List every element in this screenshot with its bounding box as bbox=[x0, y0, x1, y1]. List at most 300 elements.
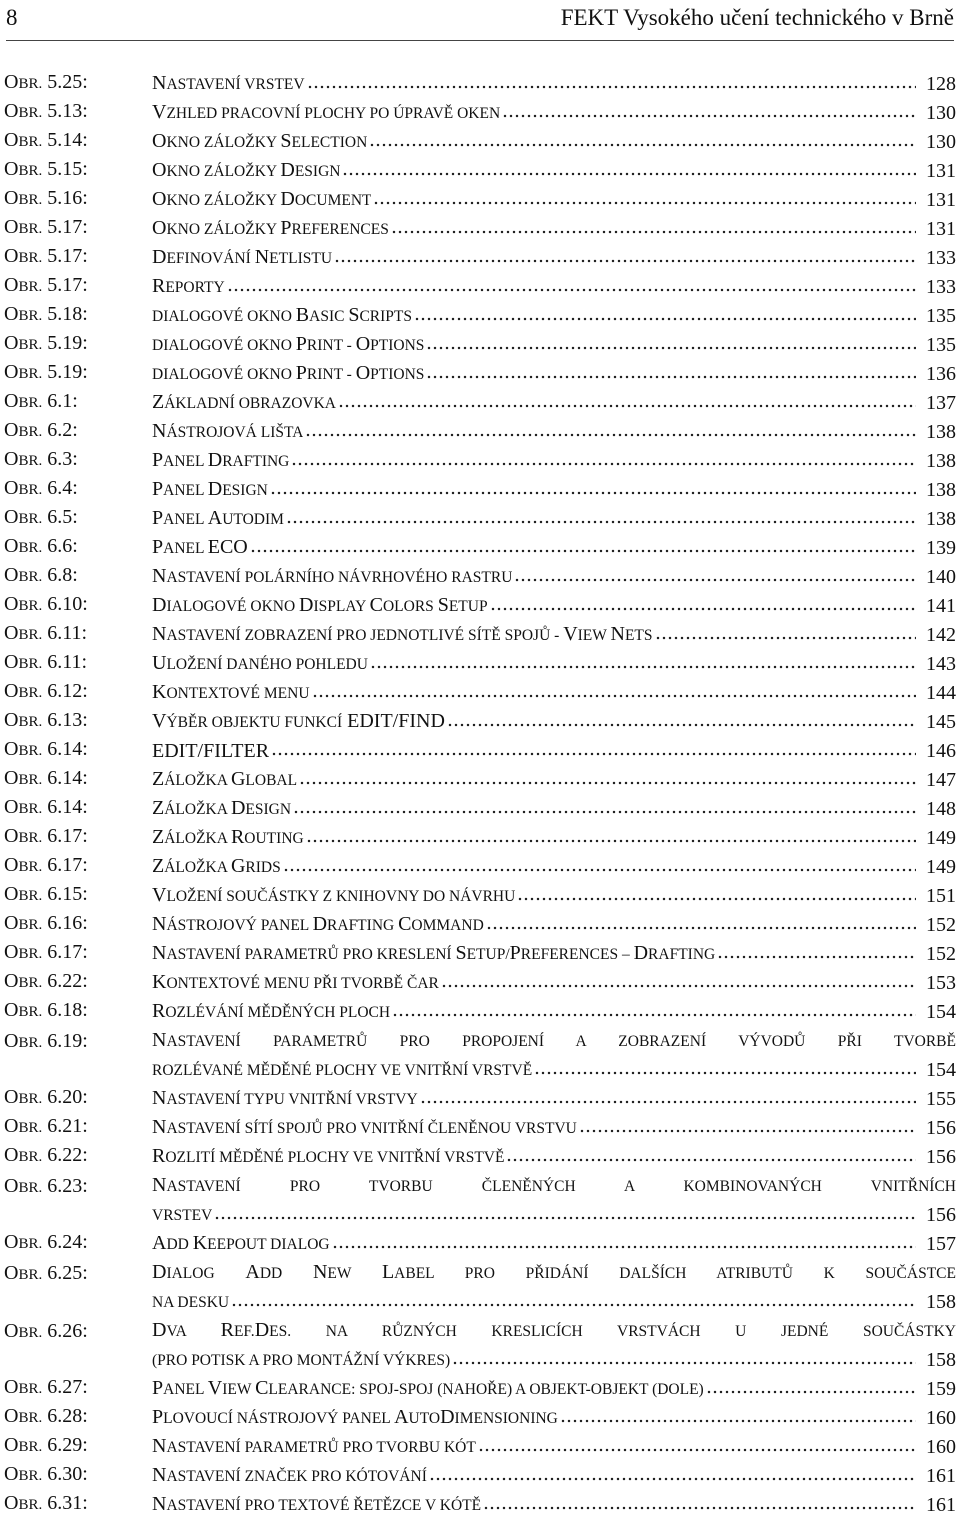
figure-entry bbox=[4, 1375, 956, 1404]
figure-number bbox=[4, 561, 152, 592]
figure-label: OBR. bbox=[4, 1376, 43, 1398]
figure-number bbox=[4, 242, 152, 273]
figure-entry bbox=[4, 911, 956, 940]
figure-entry bbox=[4, 1027, 956, 1085]
figure-number bbox=[4, 735, 152, 766]
dot-leader bbox=[560, 1418, 916, 1424]
figure-entry bbox=[4, 563, 956, 592]
figure-label: OBR. bbox=[4, 361, 43, 383]
figure-entry bbox=[4, 1172, 956, 1230]
figure-index: 6.22: bbox=[42, 970, 88, 992]
dot-leader bbox=[299, 780, 916, 786]
figure-label: OBR. bbox=[4, 245, 43, 267]
dot-leader bbox=[502, 113, 916, 119]
list-of-figures bbox=[4, 70, 956, 1520]
figure-number bbox=[4, 68, 152, 99]
figure-entry bbox=[4, 853, 956, 882]
figure-page: 161 bbox=[926, 1494, 956, 1516]
figure-label: OBR. bbox=[4, 970, 43, 992]
figure-number bbox=[4, 474, 152, 505]
figure-index: 5.17: bbox=[42, 216, 88, 238]
figure-index: 5.19: bbox=[42, 332, 88, 354]
figure-title: OKNO ZÁLOŽKY DOCUMENT bbox=[152, 188, 372, 210]
dot-leader bbox=[514, 577, 916, 583]
figure-index: 6.11: bbox=[42, 651, 88, 673]
figure-title: KONTEXTOVÉ MENU bbox=[152, 681, 310, 703]
dot-leader bbox=[426, 345, 916, 351]
dot-leader bbox=[579, 1128, 916, 1134]
figure-number bbox=[4, 851, 152, 882]
figure-entry bbox=[4, 1317, 956, 1375]
figure-number bbox=[4, 706, 152, 737]
figure-page: 136 bbox=[926, 363, 956, 385]
figure-page: 152 bbox=[926, 914, 956, 936]
figure-label: OBR. bbox=[4, 1262, 43, 1284]
figure-title: KONTEXTOVÉ MENU PŘI TVORBĚ ČAR bbox=[152, 971, 439, 993]
dot-leader bbox=[426, 374, 916, 380]
figure-entry bbox=[4, 389, 956, 418]
figure-title: PANEL AUTODIM bbox=[152, 507, 284, 529]
figure-page: 152 bbox=[926, 943, 956, 965]
figure-label: OBR. bbox=[4, 477, 43, 499]
figure-title: ZÁLOŽKA ROUTING bbox=[152, 826, 304, 848]
figure-label: OBR. bbox=[4, 448, 43, 470]
figure-label: OBR. bbox=[4, 1086, 43, 1108]
figure-index: 6.19: bbox=[42, 1030, 88, 1052]
figure-title: EDIT/FILTER bbox=[152, 740, 270, 762]
figure-entry bbox=[4, 737, 956, 766]
figure-title: PANEL DRAFTING bbox=[152, 449, 290, 471]
figure-title: NASTAVENÍ ZNAČEK PRO KÓTOVÁNÍ bbox=[152, 1464, 427, 1486]
figure-index: 6.20: bbox=[42, 1086, 88, 1108]
figure-entry bbox=[4, 418, 956, 447]
figure-entry bbox=[4, 1085, 956, 1114]
figure-entry bbox=[4, 882, 956, 911]
figure-index: 6.18: bbox=[42, 999, 88, 1021]
figure-page: 149 bbox=[926, 827, 956, 849]
figure-page: 154 bbox=[926, 1001, 956, 1023]
figure-title: VÝBĚR OBJEKTU FUNKCÍ EDIT/FIND bbox=[152, 710, 445, 732]
figure-number bbox=[4, 416, 152, 447]
dot-leader bbox=[271, 751, 916, 757]
figure-number bbox=[4, 1317, 152, 1348]
figure-label: OBR. bbox=[4, 941, 43, 963]
figure-label: OBR. bbox=[4, 1463, 43, 1485]
figure-entry bbox=[4, 331, 956, 360]
figure-title: DIALOGOVÉ OKNO BASIC SCRIPTS bbox=[152, 304, 413, 326]
figure-entry bbox=[4, 621, 956, 650]
figure-number bbox=[4, 619, 152, 650]
figure-label: OBR. bbox=[4, 1144, 43, 1166]
figure-index: 6.5: bbox=[42, 506, 78, 528]
figure-index: 6.12: bbox=[42, 680, 88, 702]
figure-number bbox=[4, 503, 152, 534]
figure-number bbox=[4, 1489, 152, 1520]
figure-title: DIALOGOVÉ OKNO DISPLAY COLORS SETUP bbox=[152, 594, 488, 616]
figure-label: OBR. bbox=[4, 187, 43, 209]
dot-leader bbox=[227, 287, 916, 293]
figure-page: 158 bbox=[926, 1291, 956, 1313]
figure-number bbox=[4, 1259, 152, 1290]
figure-page: 131 bbox=[926, 160, 956, 182]
dot-leader bbox=[332, 1244, 916, 1250]
figure-index: 6.21: bbox=[42, 1115, 88, 1137]
figure-title: NASTAVENÍ POLÁRNÍHO NÁVRHOVÉHO RASTRU bbox=[152, 565, 513, 587]
figure-entry bbox=[4, 505, 956, 534]
figure-title: NA DESKU bbox=[152, 1294, 230, 1311]
figure-title: NASTAVENÍ SÍTÍ SPOJŮ PRO VNITŘNÍ ČLENĚNOU VRSTVU bbox=[152, 1116, 577, 1138]
figure-title: ULOŽENÍ DANÉHO POHLEDU bbox=[152, 652, 368, 674]
dot-leader bbox=[517, 896, 916, 902]
figure-entry bbox=[4, 592, 956, 621]
figure-page: 156 bbox=[926, 1146, 956, 1168]
figure-page: 140 bbox=[926, 566, 956, 588]
figure-number bbox=[4, 445, 152, 476]
figure-title: ROZLÉVANÉ MĚDĚNÉ PLOCHY VE VNITŘNÍ VRSTVĚ bbox=[152, 1062, 533, 1079]
dot-leader bbox=[392, 1012, 916, 1018]
figure-page: 144 bbox=[926, 682, 956, 704]
figure-index: 6.2: bbox=[42, 419, 78, 441]
figure-index: 5.16: bbox=[42, 187, 88, 209]
figure-entry bbox=[4, 708, 956, 737]
figure-index: 6.10: bbox=[42, 593, 88, 615]
figure-entry bbox=[4, 360, 956, 389]
figure-entry bbox=[4, 1143, 956, 1172]
figure-number bbox=[4, 155, 152, 186]
figure-index: 5.14: bbox=[42, 129, 88, 151]
dot-leader bbox=[447, 722, 916, 728]
figure-index: 6.17: bbox=[42, 854, 88, 876]
figure-entry bbox=[4, 215, 956, 244]
running-header bbox=[6, 0, 954, 41]
figure-page: 151 bbox=[926, 885, 956, 907]
figure-index: 6.31: bbox=[42, 1492, 88, 1514]
figure-number bbox=[4, 532, 152, 563]
figure-label: OBR. bbox=[4, 274, 43, 296]
figure-title: ZÁLOŽKA GRIDS bbox=[152, 855, 281, 877]
dot-leader bbox=[452, 1360, 916, 1366]
figure-number bbox=[4, 329, 152, 360]
dot-leader bbox=[270, 490, 916, 496]
figure-title: OKNO ZÁLOŽKY DESIGN bbox=[152, 159, 341, 181]
figure-index: 6.23: bbox=[42, 1175, 88, 1197]
dot-leader bbox=[391, 229, 916, 235]
figure-entry bbox=[4, 1462, 956, 1491]
figure-page: 142 bbox=[926, 624, 956, 646]
figure-index: 6.6: bbox=[42, 535, 78, 557]
figure-number bbox=[4, 1373, 152, 1404]
dot-leader bbox=[478, 1447, 916, 1453]
figure-title: REPORTY bbox=[152, 275, 225, 297]
figure-page: 149 bbox=[926, 856, 956, 878]
figure-index: 5.18: bbox=[42, 303, 88, 325]
figure-label: OBR. bbox=[4, 1115, 43, 1137]
figure-entry bbox=[4, 1259, 956, 1317]
figure-number bbox=[4, 967, 152, 998]
figure-entry bbox=[4, 679, 956, 708]
figure-title: DEFINOVÁNÍ NETLISTU bbox=[152, 246, 333, 268]
figure-label: OBR. bbox=[4, 912, 43, 934]
figure-number bbox=[4, 1228, 152, 1259]
figure-page: 148 bbox=[926, 798, 956, 820]
figure-title: NÁSTROJOVÁ LIŠTA bbox=[152, 420, 304, 442]
figure-index: 6.27: bbox=[42, 1376, 88, 1398]
figure-entry bbox=[4, 1230, 956, 1259]
figure-label: OBR. bbox=[4, 767, 43, 789]
figure-label: OBR. bbox=[4, 854, 43, 876]
figure-entry bbox=[4, 302, 956, 331]
figure-number bbox=[4, 300, 152, 331]
figure-index: 6.22: bbox=[42, 1144, 88, 1166]
figure-label: OBR. bbox=[4, 999, 43, 1021]
figure-page: 131 bbox=[926, 189, 956, 211]
figure-number bbox=[4, 1027, 152, 1058]
figure-number bbox=[4, 97, 152, 128]
dot-leader bbox=[414, 316, 916, 322]
figure-index: 6.29: bbox=[42, 1434, 88, 1456]
figure-entry bbox=[4, 969, 956, 998]
figure-label: OBR. bbox=[4, 883, 43, 905]
figure-index: 5.17: bbox=[42, 245, 88, 267]
figure-title: ADD KEEPOUT DIALOG bbox=[152, 1232, 330, 1254]
figure-title: VRSTEV bbox=[152, 1207, 213, 1224]
figure-title: NASTAVENÍ ZOBRAZENÍ PRO JEDNOTLIVÉ SÍTĚ SPOJŮ - VIEW NETS bbox=[152, 623, 653, 645]
dot-leader bbox=[307, 84, 916, 90]
figure-index: 6.16: bbox=[42, 912, 88, 934]
figure-label: OBR. bbox=[4, 564, 43, 586]
figure-label: OBR. bbox=[4, 1030, 43, 1052]
figure-title: PANEL VIEW CLEARANCE: SPOJ-SPOJ (NAHOŘE) A OBJEKT-OBJEKT (DOLE) bbox=[152, 1377, 704, 1399]
figure-label: OBR. bbox=[4, 129, 43, 151]
figure-entry bbox=[4, 476, 956, 505]
figure-title: PANEL DESIGN bbox=[152, 478, 268, 500]
figure-entry bbox=[4, 1433, 956, 1462]
figure-page: 130 bbox=[926, 102, 956, 124]
figure-page: 161 bbox=[926, 1465, 956, 1487]
figure-number bbox=[4, 213, 152, 244]
figure-entry bbox=[4, 273, 956, 302]
figure-page: 135 bbox=[926, 305, 956, 327]
figure-label: OBR. bbox=[4, 1405, 43, 1427]
figure-label: OBR. bbox=[4, 71, 43, 93]
figure-page: 146 bbox=[926, 740, 956, 762]
figure-entry bbox=[4, 1404, 956, 1433]
figure-number bbox=[4, 271, 152, 302]
figure-page: 139 bbox=[926, 537, 956, 559]
figure-label: OBR. bbox=[4, 158, 43, 180]
page-number: 8 bbox=[6, 5, 18, 30]
figure-label: OBR. bbox=[4, 506, 43, 528]
dot-leader bbox=[312, 693, 916, 699]
figure-number bbox=[4, 938, 152, 969]
figure-page: 130 bbox=[926, 131, 956, 153]
figure-title: VLOŽENÍ SOUČÁSTKY Z KNIHOVNY DO NÁVRHU bbox=[152, 884, 516, 906]
figure-number bbox=[4, 1460, 152, 1491]
figure-index: 6.15: bbox=[42, 883, 88, 905]
dot-leader bbox=[369, 142, 916, 148]
dot-leader bbox=[305, 432, 916, 438]
figure-number bbox=[4, 184, 152, 215]
figure-number bbox=[4, 1141, 152, 1172]
figure-entry bbox=[4, 650, 956, 679]
figure-index: 6.24: bbox=[42, 1231, 88, 1253]
figure-label: OBR. bbox=[4, 100, 43, 122]
figure-index: 5.25: bbox=[42, 71, 88, 93]
figure-label: OBR. bbox=[4, 622, 43, 644]
figure-index: 5.13: bbox=[42, 100, 88, 122]
figure-page: 159 bbox=[926, 1378, 956, 1400]
figure-page: 138 bbox=[926, 508, 956, 530]
figure-index: 6.30: bbox=[42, 1463, 88, 1485]
figure-page: 160 bbox=[926, 1407, 956, 1429]
figure-entry bbox=[4, 157, 956, 186]
dot-leader bbox=[429, 1476, 916, 1482]
figure-number bbox=[4, 358, 152, 389]
figure-title: DVA REF.DES. NA RŮZNÝCH KRESLICÍCH VRSTVÁCH U JEDNÉ SOUČÁSTKY bbox=[152, 1319, 956, 1341]
dot-leader bbox=[420, 1099, 916, 1105]
dot-leader bbox=[534, 1070, 916, 1076]
figure-title: NASTAVENÍ PRO TVORBU ČLENĚNÝCH A KOMBINOVANÝCH VNITŘNÍCH bbox=[152, 1174, 956, 1196]
header-title: FEKT Vysokého učení technického v Brně bbox=[560, 5, 954, 30]
figure-label: OBR. bbox=[4, 709, 43, 731]
dot-leader bbox=[486, 925, 916, 931]
dot-leader bbox=[334, 258, 916, 264]
figure-page: 153 bbox=[926, 972, 956, 994]
figure-entry bbox=[4, 128, 956, 157]
figure-entry bbox=[4, 766, 956, 795]
dot-leader bbox=[441, 983, 916, 989]
figure-page: 147 bbox=[926, 769, 956, 791]
figure-page: 131 bbox=[926, 218, 956, 240]
figure-index: 6.14: bbox=[42, 767, 88, 789]
dot-leader bbox=[293, 809, 916, 815]
figure-number bbox=[4, 996, 152, 1027]
figure-title: NASTAVENÍ PARAMETRŮ PRO TVORBU KÓT bbox=[152, 1435, 476, 1457]
figure-label: OBR. bbox=[4, 216, 43, 238]
figure-index: 6.8: bbox=[42, 564, 78, 586]
figure-number bbox=[4, 126, 152, 157]
figure-title: DIALOGOVÉ OKNO PRINT - OPTIONS bbox=[152, 362, 425, 384]
figure-index: 6.4: bbox=[42, 477, 78, 499]
figure-entry bbox=[4, 940, 956, 969]
dot-leader bbox=[373, 200, 916, 206]
figure-title: (PRO POTISK A PRO MONTÁŽNÍ VÝKRES) bbox=[152, 1352, 451, 1369]
figure-entry bbox=[4, 1491, 956, 1520]
dot-leader bbox=[291, 461, 916, 467]
figure-page: 155 bbox=[926, 1088, 956, 1110]
figure-title: DIALOGOVÉ OKNO PRINT - OPTIONS bbox=[152, 333, 425, 355]
figure-page: 128 bbox=[926, 73, 956, 95]
figure-number bbox=[4, 1112, 152, 1143]
figure-number bbox=[4, 648, 152, 679]
figure-index: 5.15: bbox=[42, 158, 88, 180]
figure-entry bbox=[4, 99, 956, 128]
figure-title: DIALOG ADD NEW LABEL PRO PŘIDÁNÍ DALŠÍCH ATRIBUTŮ K SOUČÁSTCE bbox=[152, 1261, 956, 1283]
figure-page: 158 bbox=[926, 1349, 956, 1371]
figure-title: OKNO ZÁLOŽKY SELECTION bbox=[152, 130, 368, 152]
figure-label: OBR. bbox=[4, 1320, 43, 1342]
figure-label: OBR. bbox=[4, 303, 43, 325]
figure-page: 138 bbox=[926, 450, 956, 472]
figure-title: OKNO ZÁLOŽKY PREFERENCES bbox=[152, 217, 389, 239]
figure-number bbox=[4, 909, 152, 940]
figure-index: 6.14: bbox=[42, 796, 88, 818]
figure-label: OBR. bbox=[4, 1231, 43, 1253]
dot-leader bbox=[490, 606, 916, 612]
figure-label: OBR. bbox=[4, 593, 43, 615]
figure-label: OBR. bbox=[4, 738, 43, 760]
dot-leader bbox=[231, 1302, 916, 1308]
figure-entry bbox=[4, 447, 956, 476]
figure-entry bbox=[4, 70, 956, 99]
figure-index: 6.17: bbox=[42, 941, 88, 963]
figure-title: NASTAVENÍ TYPU VNITŘNÍ VRSTVY bbox=[152, 1087, 418, 1109]
figure-entry bbox=[4, 186, 956, 215]
figure-index: 5.19: bbox=[42, 361, 88, 383]
figure-label: OBR. bbox=[4, 1434, 43, 1456]
figure-page: 145 bbox=[926, 711, 956, 733]
figure-title: NÁSTROJOVÝ PANEL DRAFTING COMMAND bbox=[152, 913, 484, 935]
figure-page: 154 bbox=[926, 1059, 956, 1081]
dot-leader bbox=[655, 635, 916, 641]
figure-label: OBR. bbox=[4, 535, 43, 557]
figure-title: VZHLED PRACOVNÍ PLOCHY PO ÚPRAVĚ OKEN bbox=[152, 101, 501, 123]
figure-label: OBR. bbox=[4, 1175, 43, 1197]
figure-page: 138 bbox=[926, 421, 956, 443]
figure-label: OBR. bbox=[4, 1492, 43, 1514]
dot-leader bbox=[214, 1215, 916, 1221]
figure-index: 6.13: bbox=[42, 709, 88, 731]
figure-page: 143 bbox=[926, 653, 956, 675]
figure-index: 6.28: bbox=[42, 1405, 88, 1427]
figure-title: ZÁKLADNÍ OBRAZOVKA bbox=[152, 391, 336, 413]
figure-number bbox=[4, 1431, 152, 1462]
figure-index: 6.14: bbox=[42, 738, 88, 760]
figure-page: 133 bbox=[926, 247, 956, 269]
figure-title: NASTAVENÍ PARAMETRŮ PRO PROPOJENÍ A ZOBRAZENÍ VÝVODŮ PŘI TVORBĚ bbox=[152, 1029, 956, 1051]
dot-leader bbox=[250, 548, 916, 554]
figure-number bbox=[4, 1172, 152, 1203]
figure-label: OBR. bbox=[4, 419, 43, 441]
figure-index: 6.3: bbox=[42, 448, 78, 470]
figure-page: 141 bbox=[926, 595, 956, 617]
figure-page: 135 bbox=[926, 334, 956, 356]
dot-leader bbox=[283, 867, 916, 873]
figure-entry bbox=[4, 244, 956, 273]
dot-leader bbox=[342, 171, 916, 177]
figure-entry bbox=[4, 998, 956, 1027]
figure-title: ROZLÉVÁNÍ MĚDĚNÝCH PLOCH bbox=[152, 1000, 391, 1022]
dot-leader bbox=[306, 838, 916, 844]
figure-entry bbox=[4, 824, 956, 853]
figure-label: OBR. bbox=[4, 796, 43, 818]
figure-number bbox=[4, 1083, 152, 1114]
figure-number bbox=[4, 793, 152, 824]
figure-title: NASTAVENÍ VRSTEV bbox=[152, 72, 305, 94]
figure-title: ZÁLOŽKA DESIGN bbox=[152, 797, 292, 819]
figure-label: OBR. bbox=[4, 825, 43, 847]
figure-label: OBR. bbox=[4, 680, 43, 702]
figure-label: OBR. bbox=[4, 332, 43, 354]
figure-title: NASTAVENÍ PARAMETRŮ PRO KRESLENÍ SETUP/PREFERENCES – DRAFTING bbox=[152, 942, 716, 964]
dot-leader bbox=[706, 1389, 916, 1395]
figure-number bbox=[4, 387, 152, 418]
figure-number bbox=[4, 822, 152, 853]
figure-page: 133 bbox=[926, 276, 956, 298]
figure-index: 6.11: bbox=[42, 622, 88, 644]
figure-page: 157 bbox=[926, 1233, 956, 1255]
figure-entry bbox=[4, 534, 956, 563]
